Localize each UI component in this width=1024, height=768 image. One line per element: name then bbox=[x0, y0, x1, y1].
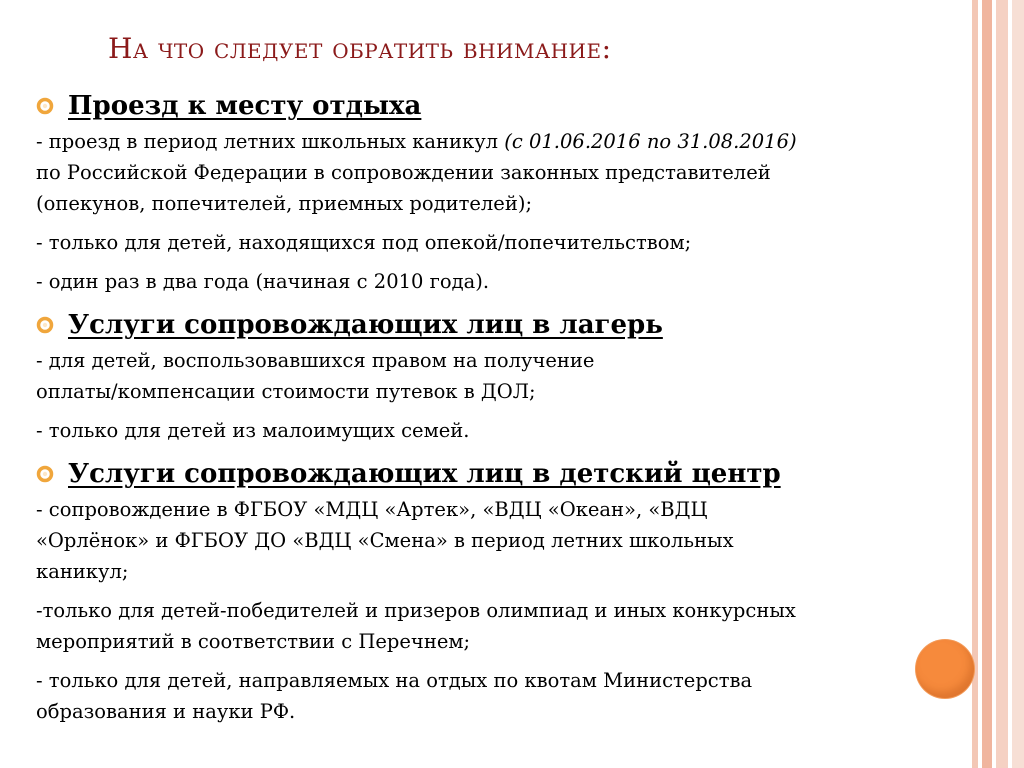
list-item bbox=[36, 345, 956, 407]
item-line: образования и науки РФ. bbox=[36, 700, 296, 723]
stripe bbox=[1012, 0, 1024, 768]
section-heading bbox=[36, 86, 956, 126]
stripe bbox=[982, 0, 992, 768]
item-text: - проезд в период летних школьных каникул bbox=[36, 130, 505, 153]
item-line: - сопровождение в ФГБОУ «МДЦ «Артек», «ВДЦ «Океан», «ВДЦ bbox=[36, 498, 708, 521]
item-line: каникул; bbox=[36, 560, 129, 583]
slide-content bbox=[36, 86, 956, 735]
list-item bbox=[36, 227, 956, 258]
decorative-stripes bbox=[972, 0, 1024, 768]
list-item bbox=[36, 266, 956, 297]
item-line: (опекунов, попечителей, приемных родителей); bbox=[36, 192, 533, 215]
section-heading-text: Проезд к месту отдыха bbox=[68, 91, 422, 121]
section-heading-text: Услуги сопровождающих лиц в лагерь bbox=[68, 310, 663, 340]
section-travel bbox=[36, 86, 956, 297]
section-heading bbox=[36, 454, 956, 494]
item-line: «Орлёнок» и ФГБОУ ДО «ВДЦ «Смена» в период летних школьных bbox=[36, 529, 734, 552]
item-line: оплаты/компенсации стоимости путевок в ДОЛ; bbox=[36, 380, 536, 403]
item-line: мероприятий в соответствии с Перечнем; bbox=[36, 630, 471, 653]
item-line: -только для детей-победителей и призеров олимпиад и иных конкурсных bbox=[36, 599, 796, 622]
section-heading bbox=[36, 305, 956, 345]
ring-bullet-icon bbox=[36, 97, 54, 115]
list-item bbox=[36, 415, 956, 446]
section-center-escort bbox=[36, 454, 956, 727]
section-heading-text: Услуги сопровождающих лиц в детский центр bbox=[68, 459, 781, 489]
ring-bullet-icon bbox=[36, 465, 54, 483]
item-line: - только для детей из малоимущих семей. bbox=[36, 419, 470, 442]
section-camp-escort bbox=[36, 305, 956, 446]
ring-bullet-icon bbox=[36, 316, 54, 334]
slide-title: На что следует обратить внимание: bbox=[108, 32, 612, 65]
item-line: - только для детей, находящихся под опекой/попечительством; bbox=[36, 231, 692, 254]
date-range-text: (с 01.06.2016 по 31.08.2016) bbox=[504, 130, 797, 153]
list-item bbox=[36, 494, 956, 587]
stripe bbox=[972, 0, 978, 768]
stripe bbox=[996, 0, 1008, 768]
list-item bbox=[36, 126, 956, 219]
list-item bbox=[36, 665, 956, 727]
item-line: - только для детей, направляемых на отдых по квотам Министерства bbox=[36, 669, 753, 692]
list-item bbox=[36, 595, 956, 657]
item-line: по Российской Федерации в сопровождении законных представителей bbox=[36, 161, 771, 184]
item-line bbox=[36, 126, 956, 157]
item-line: - один раз в два года (начиная с 2010 года). bbox=[36, 270, 490, 293]
item-line: - для детей, воспользовавшихся правом на получение bbox=[36, 349, 595, 372]
